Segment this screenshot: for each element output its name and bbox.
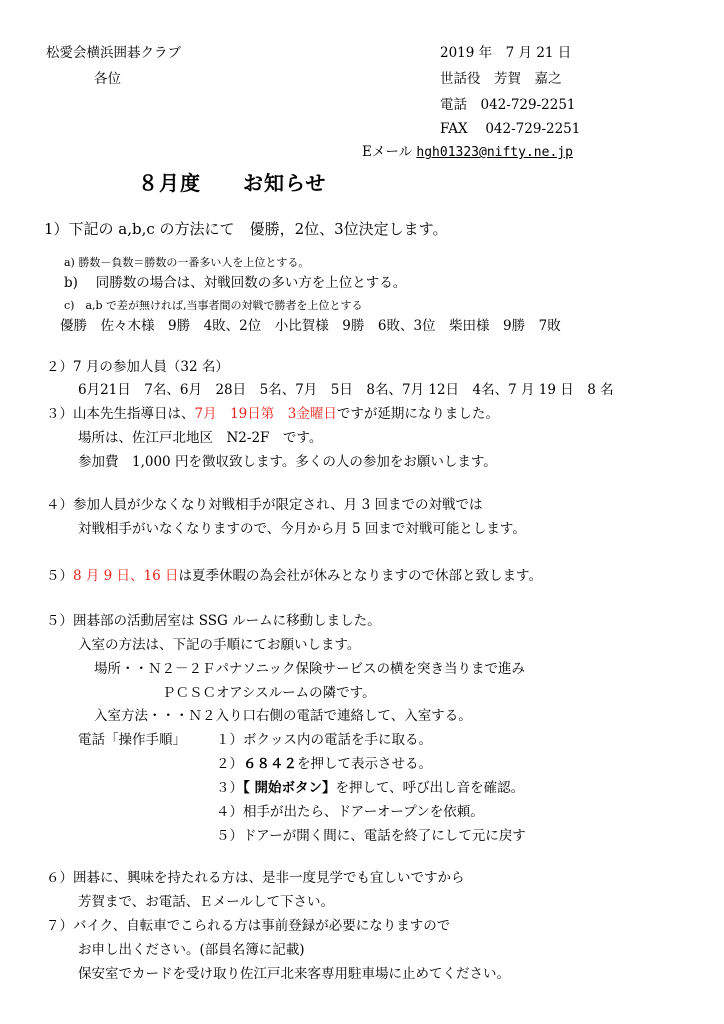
step-2-number: ２）: [216, 756, 243, 772]
email-link[interactable]: hgh01323@nifty.ne.jp: [416, 145, 573, 160]
step-2-code: ６８４２: [243, 756, 297, 772]
rule-c: c) a,b で差が無ければ,当事者間の対戦で勝者を上位とする: [64, 299, 363, 312]
page-title: ８月度 お知らせ: [138, 171, 327, 195]
phone-steps-label: 電話「操作手順」: [78, 732, 186, 748]
recipient: 各位: [94, 71, 121, 87]
step-3-button-name: 【 開始ボタン】: [243, 780, 336, 796]
section-5a-date-highlight: 8 月 9 日、16 日: [73, 568, 179, 584]
organizer: 世話役 芳賀 嘉之: [440, 71, 562, 87]
step-3: [216, 779, 524, 797]
section-6-line-2: 芳賀まで、お電話、Ｅメールして下さい。: [78, 894, 334, 910]
results-line: 優勝 佐々木様 9勝 4敗、2位 小比賀様 9勝 6敗、3位 柴田様 9勝 7敗: [60, 318, 561, 334]
section-3-pre: ３）山本先生指導日は、: [46, 406, 195, 422]
step-1: １）ボクッス内の電話を手に取る。: [216, 732, 432, 748]
rule-a: a) 勝数－負数＝勝数の一番多い人を上位とする。: [64, 256, 310, 269]
document-date: 2019 年 7 月 21 日: [440, 45, 572, 61]
step-4: ４）相手が出たら、ドアーオープンを依頼。: [216, 804, 484, 820]
section-3-place: 場所は、佐江戸北地区 N2-2F です。: [78, 430, 323, 446]
section-4-line-1: ４）参加人員が少なくなり対戦相手が限定され、月 3 回までの対戦では: [46, 497, 483, 513]
entry-method: 入室方法・・・Ｎ２入り口右側の電話で連絡して、入室する。: [94, 708, 472, 724]
step-3-text: を押して、呼び出し音を確認。: [335, 780, 525, 796]
step-3-number: ３）: [216, 780, 243, 796]
section-5b-line-1: ５）囲碁部の活動居室は SSG ルームに移動しました。: [46, 613, 381, 629]
section-7-line-2: お申し出ください。(部員名簿に記載): [78, 942, 305, 958]
step-2: [216, 755, 432, 773]
rule-b: b) 同勝数の場合は、対戦回数の多い方を上位とする。: [64, 275, 407, 291]
section-7-line-1: ７）バイク、自転車でこられる方は事前登録が必要になりますので: [46, 918, 451, 934]
email-label: Eメール: [362, 144, 413, 160]
section-1-heading: 1）下記の a,b,c の方法にて 優勝，2位、3位決定します。: [44, 220, 448, 238]
section-3-date-highlight: 7月 19日第 3金曜日: [194, 406, 337, 422]
section-3-post: ですが延期になりました。: [336, 406, 499, 422]
section-5a-line: [46, 567, 542, 585]
section-5a-post: は夏季休暇の為会社が休みとなりますので休部と致します。: [178, 568, 542, 584]
section-5a-pre: ５）: [46, 568, 73, 584]
section-3-fee: 参加費 1,000 円を徴収致します。多くの人の参加をお願いします。: [78, 454, 497, 470]
room-place-line-1: 場所・・Ｎ２－２Ｆパナソニック保険サービスの横を突き当りまで進み: [94, 661, 526, 677]
phone-number: 電話 042-729-2251: [440, 97, 576, 113]
section-2-heading: ２）7 月の参加人員（32 名）: [46, 359, 229, 375]
section-4-line-2: 対戦相手がいなくなりますので、今月から月 5 回まで対戦可能とします。: [78, 521, 526, 537]
email-row: [362, 143, 573, 162]
club-name: 松愛会横浜囲碁クラブ: [46, 45, 181, 61]
step-5: ５）ドアーが開く間に、電話を終了にして元に戻す: [216, 828, 526, 844]
step-2-text: を押して表示させる。: [297, 756, 432, 772]
section-7-line-3: 保安室でカードを受け取り佐江戸北来客専用駐車場に止めてください。: [78, 966, 510, 982]
fax-number: FAX 042-729-2251: [440, 121, 581, 137]
room-place-line-2: ＰＣＳＣオアシスルームの隣です。: [162, 685, 376, 701]
attendance-detail: 6月21日 7名、6月 28日 5名、7月 5日 8名、7月 12日 4名、7 月 19 日 8 名: [78, 382, 614, 398]
section-3-heading: [46, 405, 499, 423]
section-5b-line-2: 入室の方法は、下記の手順にてお願いします。: [78, 637, 361, 653]
section-6-line-1: ６）囲碁に、興味を持たれる方は、是非一度見学でも宜しいですから: [46, 870, 465, 886]
